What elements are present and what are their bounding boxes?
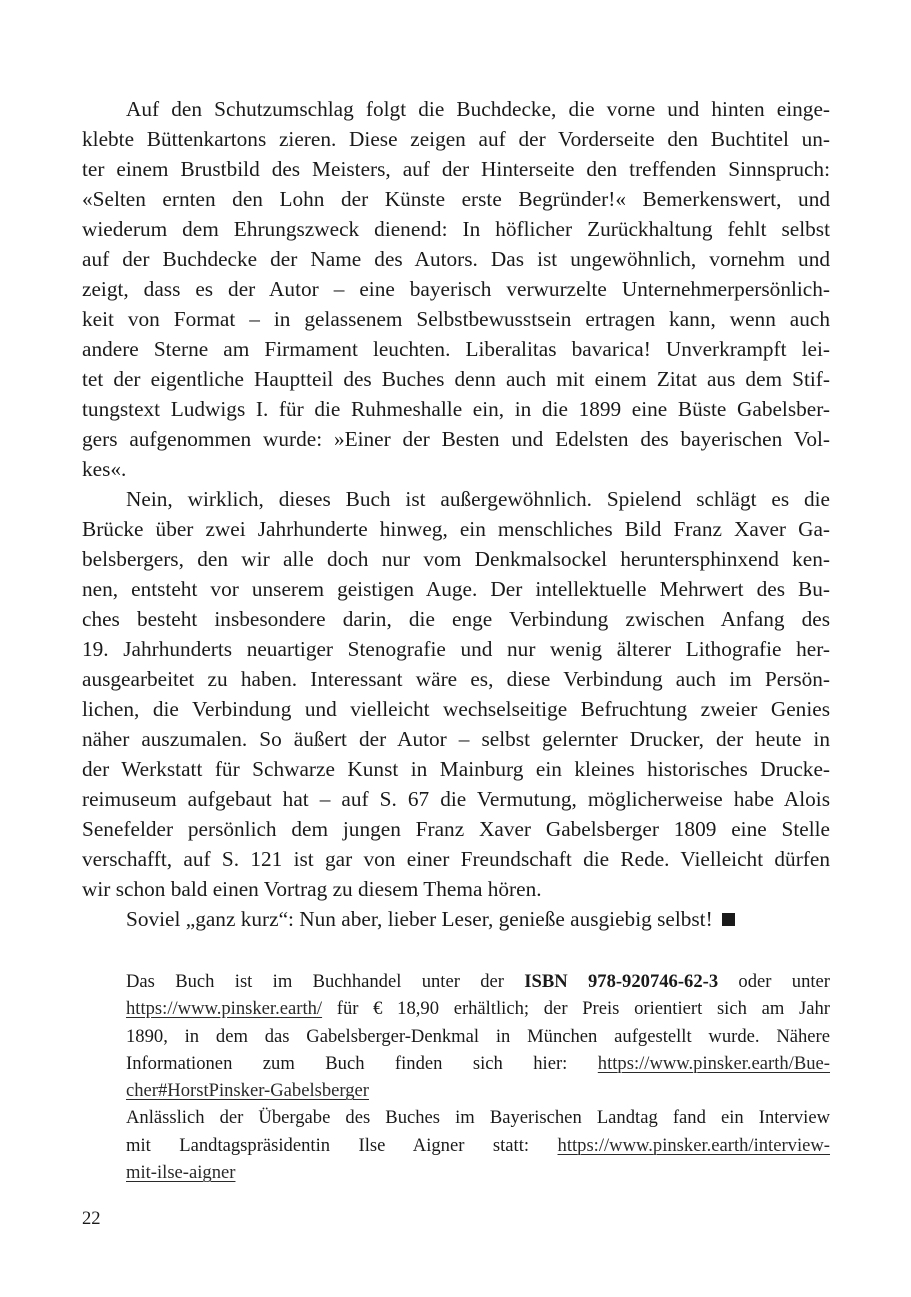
text-line: Brücke über zwei Jahrhunderte hinweg, ein menschliches Bild Franz Xaver Ga- bbox=[82, 517, 830, 541]
note-line bbox=[126, 1132, 830, 1159]
text-line: gers aufgenommen wurde: »Einer der Besten und Edelsten des bayerischen Vol- bbox=[82, 427, 830, 451]
text-line: wir schon bald einen Vortrag zu diesem Thema hören. bbox=[82, 877, 542, 901]
text-line: ches besteht insbesondere darin, die enge Verbindung zwischen Anfang des bbox=[82, 607, 830, 631]
page-number: 22 bbox=[82, 1208, 101, 1229]
note-line bbox=[126, 1077, 830, 1104]
link-book-page[interactable]: https://www.pinsker.earth/Bue- bbox=[597, 1052, 830, 1074]
note-line bbox=[126, 1050, 830, 1077]
text-line: tungstext Ludwigs I. für die Ruhmeshalle ein, in die 1899 eine Büste Gabelsber- bbox=[82, 397, 830, 421]
text-line: näher auszumalen. So äußert der Autor – selbst gelernter Drucker, der heute in bbox=[82, 727, 830, 751]
text-line: lichen, die Verbindung und vielleicht wechselseitige Befruchtung zweier Genies bbox=[82, 697, 830, 721]
link-pinsker-home[interactable]: https://www.pinsker.earth/ bbox=[126, 998, 323, 1020]
link-book-page-cont[interactable]: cher#HorstPinsker-Gabelsberger bbox=[126, 1080, 369, 1102]
note-text: für € 18,90 erhältlich; der Preis orientiert sich am Jahr bbox=[322, 998, 830, 1020]
text-line: Auf den Schutzumschlag folgt die Buchdecke, die vorne und hinten einge- bbox=[126, 97, 830, 121]
text-line: keit von Format – in gelassenem Selbstbewusstsein ertragen kann, wenn auch bbox=[82, 307, 830, 331]
text-line: Nein, wirklich, dieses Buch ist außergewöhnlich. Spielend schlägt es die bbox=[126, 487, 830, 511]
link-interview[interactable]: https://www.pinsker.earth/interview- bbox=[557, 1134, 830, 1156]
link-interview-cont[interactable]: mit-ilse-aigner bbox=[126, 1162, 236, 1184]
text-line: Senefelder persönlich dem jungen Franz Xaver Gabelsberger 1809 eine Stelle bbox=[82, 817, 830, 841]
text-line: klebte Büttenkartons zieren. Diese zeigen auf der Vorderseite den Buchtitel un- bbox=[82, 127, 830, 151]
note-line: 1890, in dem das Gabelsberger-Denkmal in München aufgestellt wurde. Nähere bbox=[126, 1025, 830, 1047]
text-line: «Selten ernten den Lohn der Künste erste Begründer!« Bemerkenswert, und bbox=[82, 187, 830, 211]
text-line: ter einem Brustbild des Meisters, auf der Hinterseite den treffenden Sinnspruch: bbox=[82, 157, 830, 181]
text-line: auf der Buchdecke der Name des Autors. Das ist ungewöhnlich, vornehm und bbox=[82, 247, 830, 271]
note-text: Das Buch ist im Buchhandel unter der bbox=[126, 971, 525, 992]
closing-line bbox=[126, 904, 735, 934]
end-mark-icon bbox=[722, 913, 735, 926]
text-line: ausgearbeitet zu haben. Interessant wäre es, diese Verbindung auch im Persön- bbox=[82, 667, 830, 691]
text-line: nen, entsteht vor unserem geistigen Auge. Der intellektuelle Mehrwert des Bu- bbox=[82, 577, 830, 601]
text-line: tet der eigentliche Hauptteil des Buches denn auch mit einem Zitat aus dem Stif- bbox=[82, 367, 830, 391]
text-line: andere Sterne am Firmament leuchten. Liberalitas bavarica! Unverkrampft lei- bbox=[82, 337, 830, 361]
closing-text: Soviel „ganz kurz“: Nun aber, lieber Leser, genieße ausgiebig selbst! bbox=[126, 907, 713, 931]
text-line: kes«. bbox=[82, 457, 127, 481]
book-note bbox=[126, 968, 830, 1186]
paragraph-2 bbox=[82, 484, 830, 904]
text-line: verschafft, auf S. 121 ist gar von einer Freundschaft die Rede. Vielleicht dürfen bbox=[82, 847, 830, 871]
note-line bbox=[126, 968, 830, 995]
text-line: belsbergers, den wir alle doch nur vom Denkmalsockel heruntersphinxend ken- bbox=[82, 547, 830, 571]
text-line: wiederum dem Ehrungszweck dienend: In höflicher Zurückhaltung fehlt selbst bbox=[82, 217, 830, 241]
note-text: mit Landtagspräsidentin Ilse Aigner statt: bbox=[126, 1134, 558, 1156]
body-text bbox=[82, 94, 830, 904]
text-line: der Werkstatt für Schwarze Kunst in Mainburg ein kleines historisches Drucke- bbox=[82, 757, 830, 781]
note-line: Anlässlich der Übergabe des Buches im Bayerischen Landtag fand ein Interview bbox=[126, 1107, 830, 1129]
text-line: zeigt, dass es der Autor – eine bayerisch verwurzelte Unternehmerpersönlich- bbox=[82, 277, 830, 301]
note-text: oder unter bbox=[718, 971, 830, 992]
isbn: ISBN 978-920746-62-3 bbox=[524, 971, 719, 992]
text-line: 19. Jahrhunderts neuartiger Stenografie und nur wenig älterer Lithografie her- bbox=[82, 637, 830, 661]
note-line bbox=[126, 995, 830, 1022]
note-text: Informationen zum Buch finden sich hier: bbox=[126, 1052, 598, 1074]
paragraph-1 bbox=[82, 94, 830, 484]
note-line bbox=[126, 1159, 830, 1186]
text-line: reimuseum aufgebaut hat – auf S. 67 die Vermutung, möglicherweise habe Alois bbox=[82, 787, 830, 811]
